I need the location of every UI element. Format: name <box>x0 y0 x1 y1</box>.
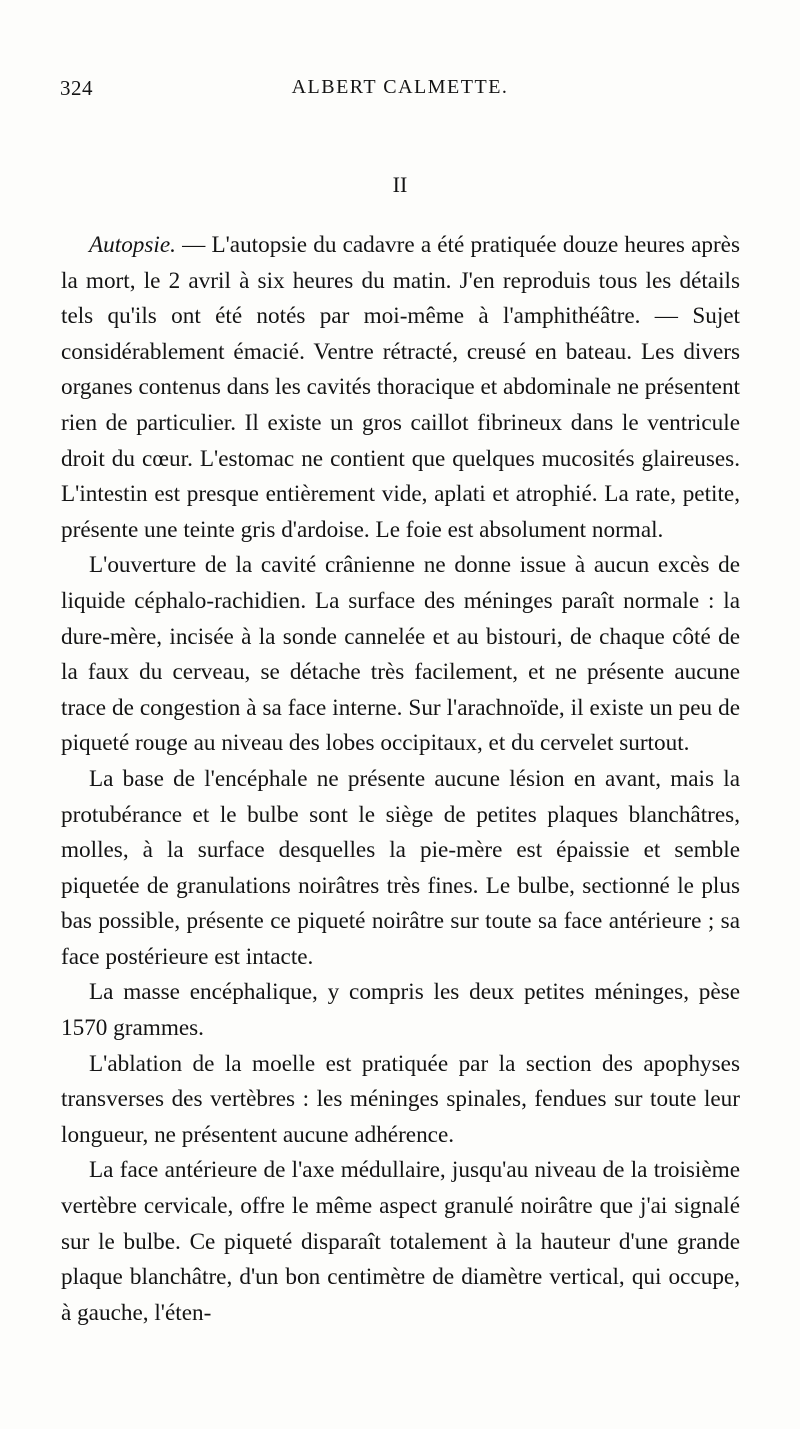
paragraph-masse-encephalique <box>61 975 740 1046</box>
paragraph-cavite-cranienne <box>61 548 740 762</box>
paragraph-base-encephale <box>61 762 740 976</box>
paragraph-lead-italic: Autopsie. <box>89 232 176 258</box>
paragraph-autopsie <box>61 228 740 548</box>
paragraph-ablation-moelle <box>61 1047 740 1154</box>
paragraph-text: La masse encéphalique, y compris les deux petites méninges, pèse 1570 grammes. <box>61 979 740 1042</box>
running-title-author: ALBERT CALMETTE. <box>291 76 509 98</box>
section-heading: II <box>392 172 408 197</box>
paragraph-text: L'ablation de la moelle est pratiquée par la section des apophyses transverses des vertèbres : les méninges spinales, fendues sur toute leur longueur, ne présentent aucune adhérence. <box>61 1050 740 1148</box>
paragraph-text: La face antérieure de l'axe médullaire, jusqu'au niveau de la troisième vertèbre cervicale, offre le même aspect granulé noirâtre que j'ai signalé sur le bulbe. Ce piqueté disparaît totalement à la hauteur d'une grande plaque blanchâtre, d'un bon centimètre de diamètre vertical, qui occupe, à gauche, l'éten- <box>61 1157 740 1326</box>
paragraph-text: La base de l'encéphale ne présente aucune lésion en avant, mais la protubérance et le bulbe sont le siège de petites plaques blanchâtres, molles, à la surface desquelles la pie-mère est épaissie et semble piquetée de granulations noirâtres très fines. Le bulbe, sectionné le plus bas possible, présente ce piqueté noirâtre sur toute sa face antérieure ; sa face postérieure est intacte. <box>61 765 740 970</box>
paragraph-axe-medullaire <box>61 1153 740 1331</box>
page-number: 324 <box>60 76 93 100</box>
paragraph-text: — L'autopsie du cadavre a été pratiquée douze heures après la mort, le 2 avril à six heures du matin. J'en reproduis tous les détails tels qu'ils ont été notés par moi-même à l'amphithéâtre. — Sujet considérablement émacié. Ventre rétracté, creusé en bateau. Les divers organes contenus dans les cavités thoracique et abdominale ne présentent rien de particulier. Il existe un gros caillot fibrineux dans le ventricule droit du cœur. L'estomac ne contient que quelques mucosités glaireuses. L'intestin est presque entièrement vide, aplati et atrophié. La rate, petite, présente une teinte gris d'ardoise. Le foie est absolument normal. <box>61 232 740 543</box>
body-text <box>61 228 740 1331</box>
running-header <box>60 76 740 106</box>
paragraph-text: L'ouverture de la cavité crânienne ne donne issue à aucun excès de liquide céphalo-rachidien. La surface des méninges paraît normale : la dure-mère, incisée à la sonde cannelée et au bistouri, de chaque côté de la faux du cerveau, se détache très facilement, et ne présente aucune trace de congestion à sa face interne. Sur l'arachnoïde, il existe un peu de piqueté rouge au niveau des lobes occipitaux, et du cervelet surtout. <box>61 552 740 757</box>
